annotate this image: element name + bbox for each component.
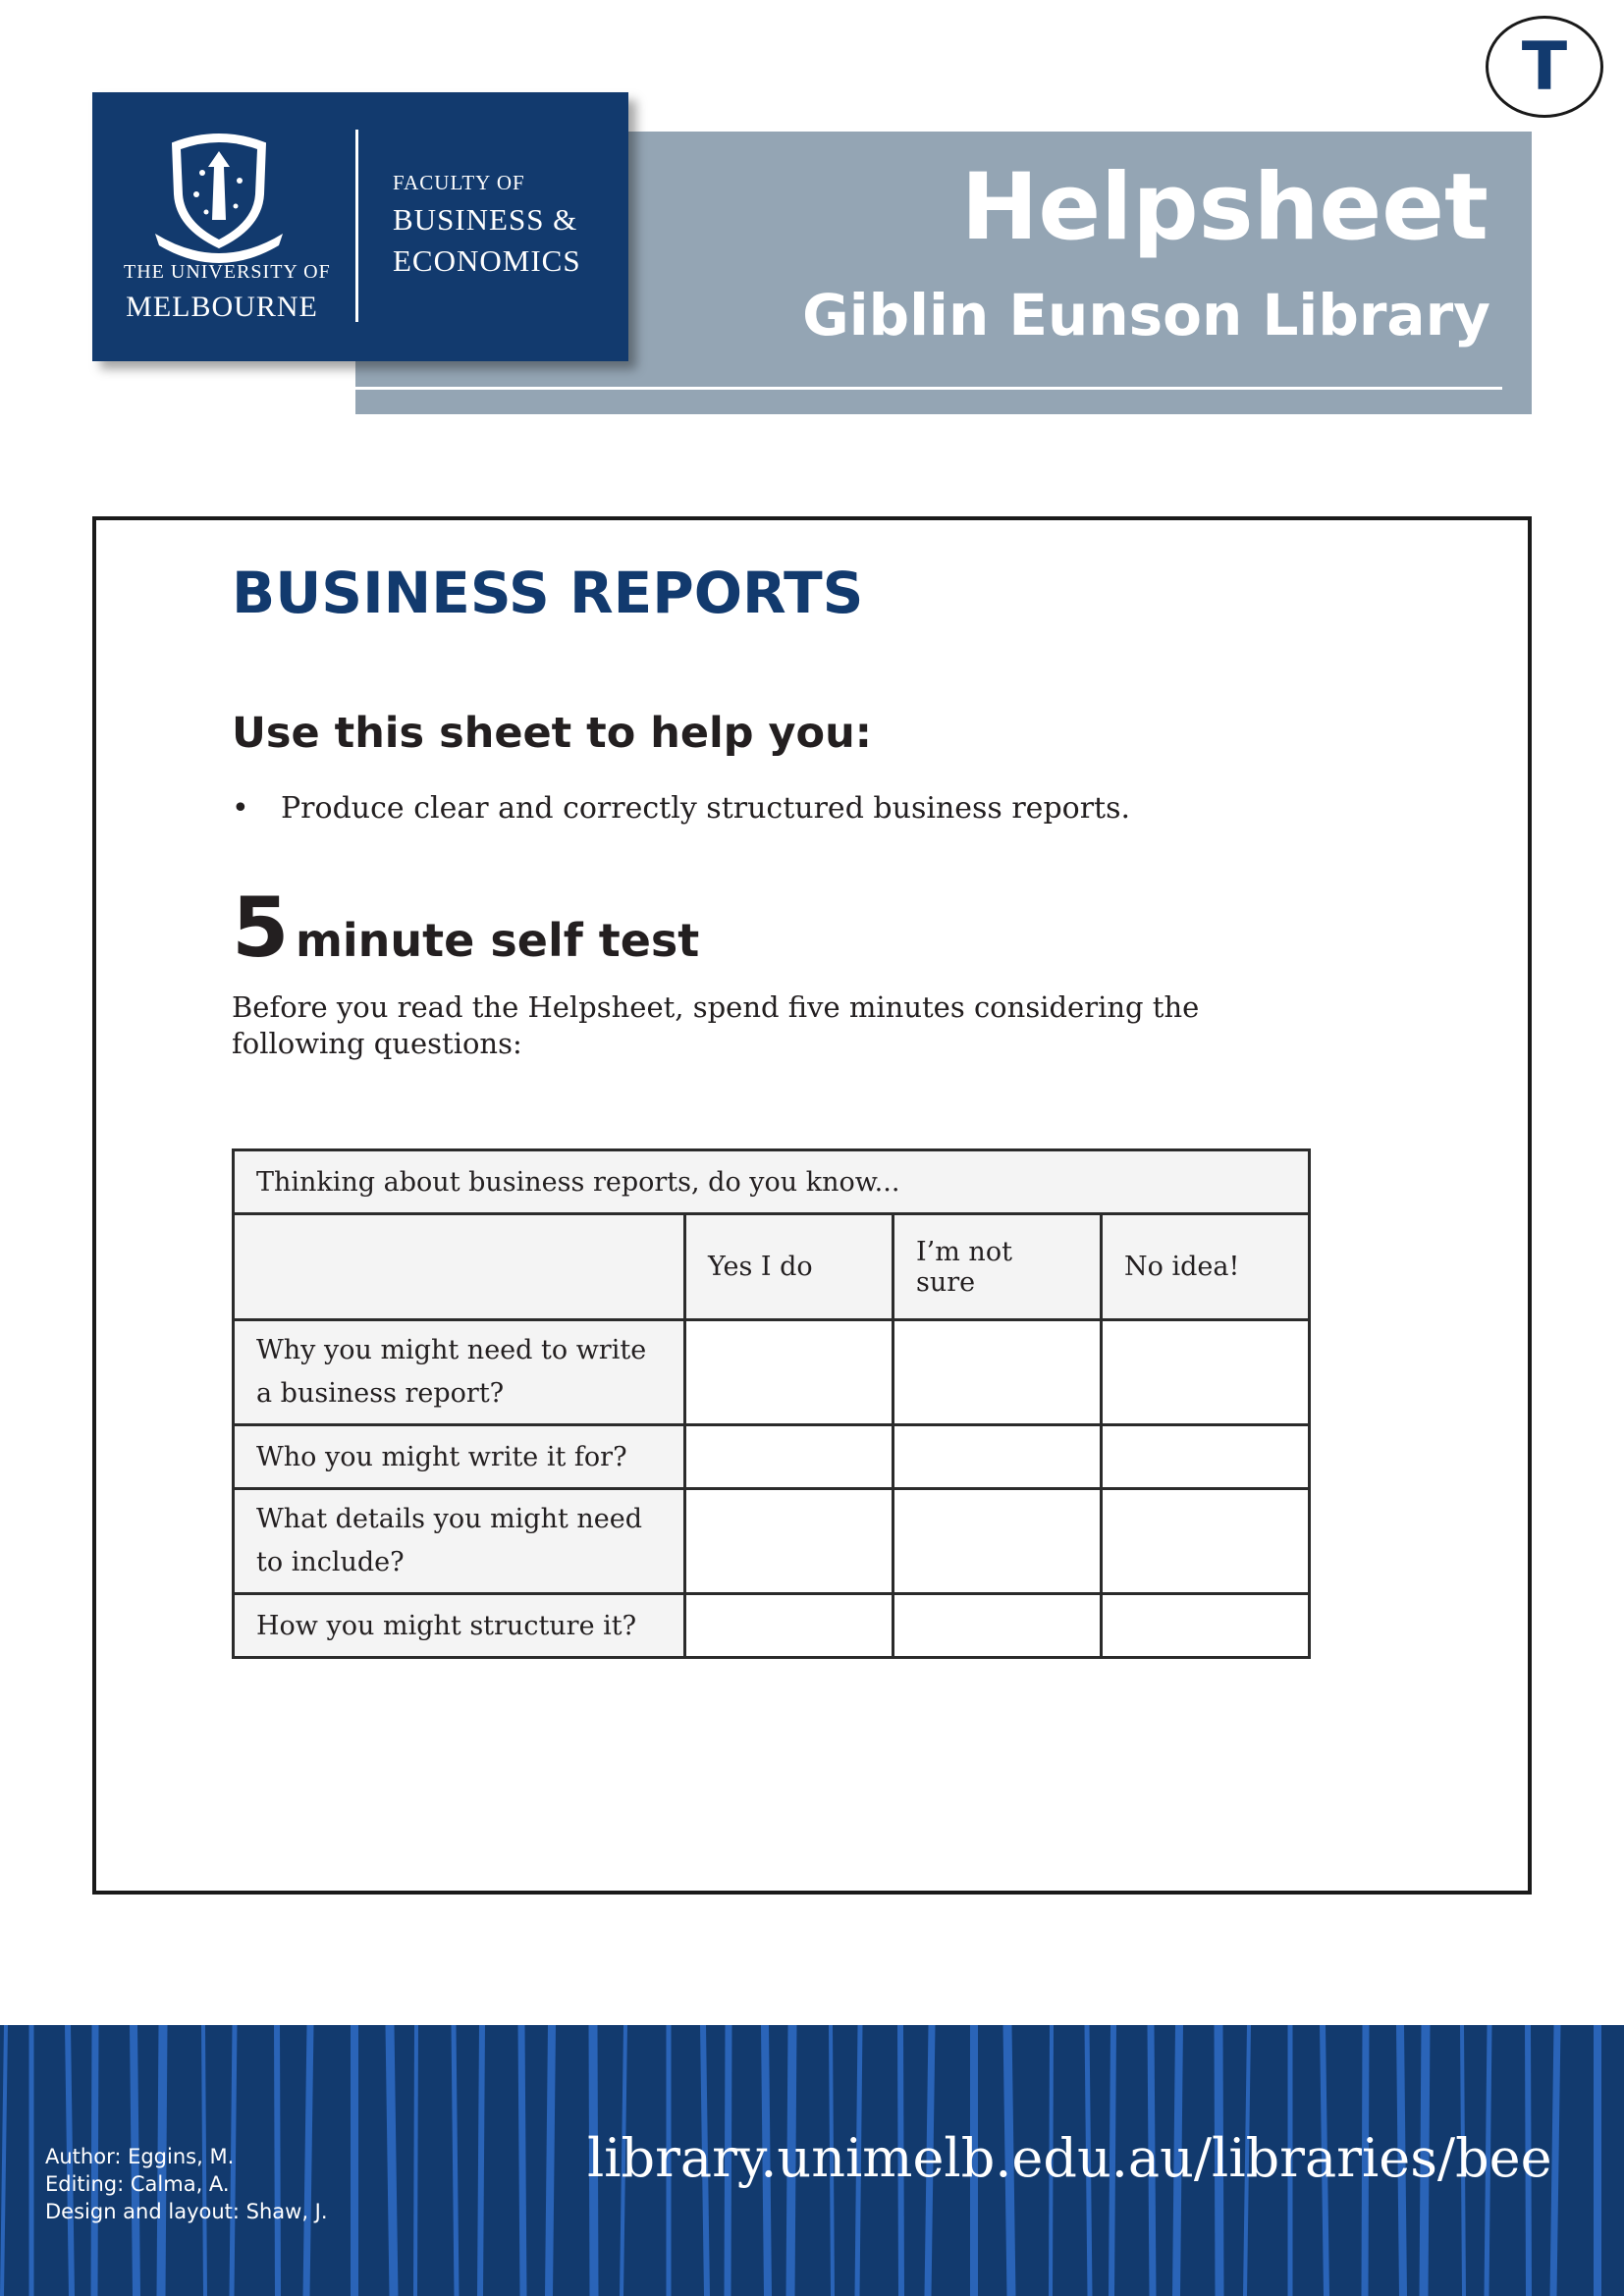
answer-cell[interactable] [893,1594,1102,1658]
corner-letter-badge [1486,16,1603,118]
footer-stripe [1553,2025,1557,2296]
credit-editing: Editing: Calma, A. [45,2172,230,2196]
purpose-list [232,791,1130,826]
answer-cell[interactable] [893,1320,1102,1425]
intro-paragraph: Before you read the Helpsheet, spend five minutes considering the following questions: [232,990,1200,1060]
logo-divider [355,130,358,322]
footer-stripe [415,2025,416,2296]
question-cell: How you might structure it? [234,1594,685,1658]
logo-faculty-line1: FACULTY OF [393,171,525,194]
table-row [234,1320,1310,1425]
self-test-number: 5 [232,880,290,976]
document-title: BUSINESS REPORTS [232,560,864,626]
credit-design: Design and layout: Shaw, J. [45,2200,328,2223]
footer-band [0,2025,1624,2296]
answer-cell[interactable] [1102,1594,1310,1658]
header-title: Helpsheet [960,154,1489,261]
header-subtitle: Giblin Eunson Library [802,282,1490,348]
logo-university-line1: THE UNIVERSITY OF [124,261,331,283]
credits [45,2143,328,2225]
header-blank-cell [234,1214,685,1320]
answer-cell[interactable] [1102,1489,1310,1594]
column-header: No idea! [1102,1214,1310,1320]
answer-cell[interactable] [685,1425,893,1489]
footer-url-link[interactable]: library.unimelb.edu.au/libraries/bee [587,2127,1552,2189]
answer-cell[interactable] [685,1594,893,1658]
answer-cell[interactable] [685,1320,893,1425]
answer-cell[interactable] [685,1489,893,1594]
purpose-item: • Produce clear and correctly structured business reports. [232,791,1130,826]
column-header: Yes I do [685,1214,893,1320]
logo-university-line2: MELBOURNE [126,291,318,323]
credit-author: Author: Eggins, M. [45,2145,235,2168]
table-row [234,1594,1310,1658]
university-logo [92,92,628,361]
table-row [234,1425,1310,1489]
question-cell: What details you might need to include? [234,1489,685,1594]
question-cell: Why you might need to write a business report? [234,1320,685,1425]
footer-stripe [521,2025,523,2296]
table-caption-row [234,1150,1310,1214]
badge-letter: T [1521,27,1568,106]
answer-cell[interactable] [1102,1425,1310,1489]
footer-stripe [2,2025,6,2296]
table-header-row [234,1214,1310,1320]
answer-cell[interactable] [893,1425,1102,1489]
table-caption: Thinking about business reports, do you know... [234,1150,1310,1214]
self-test-label: minute self test [295,914,700,967]
header-rule [355,387,1502,390]
use-sheet-heading: Use this sheet to help you: [232,709,872,758]
footer-stripe [390,2025,394,2296]
footer-stripe [454,2025,457,2296]
answer-cell[interactable] [893,1489,1102,1594]
footer-stripe [480,2025,482,2296]
logo-faculty-line3: ECONOMICS [393,243,581,278]
logo-faculty-line2: BUSINESS & [393,202,578,237]
footer-stripe [549,2025,552,2296]
self-test-table [232,1148,1311,1659]
column-header: I’m not sure [893,1214,1102,1320]
self-test-heading [232,880,699,976]
crest-icon [145,126,293,263]
answer-cell[interactable] [1102,1320,1310,1425]
table-row [234,1489,1310,1594]
question-cell: Who you might write it for? [234,1425,685,1489]
